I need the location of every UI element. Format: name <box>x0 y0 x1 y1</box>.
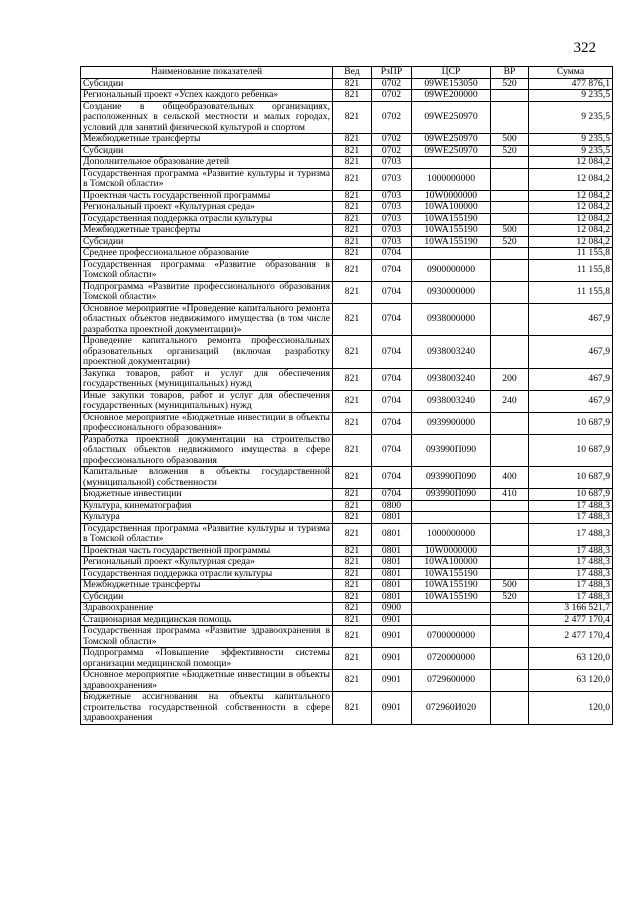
cell-rzpr: 0801 <box>372 545 412 557</box>
cell-name: Проектная часть государственной программы <box>81 190 333 202</box>
cell-csr: 09WE153050 <box>412 78 491 90</box>
cell-ved: 821 <box>333 591 372 603</box>
cell-csr: 09WE250970 <box>412 101 491 134</box>
table-header-row <box>81 67 613 79</box>
cell-rzpr: 0801 <box>372 523 412 545</box>
cell-vr <box>491 303 529 336</box>
cell-name: Среднее профессиональное образование <box>81 248 333 260</box>
cell-name: Закупка товаров, работ и услуг для обеспечения государственных (муниципальных) нужд <box>81 368 333 390</box>
cell-name: Дополнительное образование детей <box>81 157 333 169</box>
cell-vr <box>491 259 529 281</box>
cell-vr: 410 <box>491 489 529 501</box>
cell-vr <box>491 614 529 626</box>
cell-name: Государственная программа «Развитие культуры и туризма в Томской области» <box>81 168 333 190</box>
cell-ved: 821 <box>333 434 372 467</box>
cell-ved: 821 <box>333 259 372 281</box>
header-rzpr: РзПР <box>372 67 412 79</box>
cell-name: Основное мероприятие «Бюджетные инвестиции в объекты здравоохранения» <box>81 670 333 692</box>
cell-ved: 821 <box>333 603 372 615</box>
cell-name: Межбюджетные трансферты <box>81 134 333 146</box>
cell-vr <box>491 281 529 303</box>
cell-vr <box>491 626 529 648</box>
cell-rzpr: 0901 <box>372 614 412 626</box>
cell-csr: 0930000000 <box>412 281 491 303</box>
cell-name: Межбюджетные трансферты <box>81 225 333 237</box>
cell-vr: 520 <box>491 145 529 157</box>
cell-vr <box>491 336 529 369</box>
cell-sum: 477 876,1 <box>529 78 613 90</box>
table-row <box>81 557 613 569</box>
cell-vr <box>491 412 529 434</box>
cell-sum: 467,9 <box>529 336 613 369</box>
cell-ved: 821 <box>333 168 372 190</box>
cell-vr <box>491 523 529 545</box>
cell-name: Государственная поддержка отрасли культуры <box>81 213 333 225</box>
table-row <box>81 591 613 603</box>
cell-csr: 0938003240 <box>412 336 491 369</box>
cell-name: Проведение капитального ремонта профессиональных образовательных организаций (включая разработку проектной документации) <box>81 336 333 369</box>
cell-vr <box>491 90 529 102</box>
header-ved: Вед <box>333 67 372 79</box>
cell-rzpr: 0801 <box>372 512 412 524</box>
cell-rzpr: 0704 <box>372 336 412 369</box>
cell-sum: 467,9 <box>529 303 613 336</box>
cell-ved: 821 <box>333 213 372 225</box>
cell-rzpr: 0702 <box>372 101 412 134</box>
cell-vr <box>491 512 529 524</box>
cell-csr <box>412 614 491 626</box>
cell-vr <box>491 190 529 202</box>
cell-rzpr: 0801 <box>372 580 412 592</box>
table-row <box>81 626 613 648</box>
cell-ved: 821 <box>333 500 372 512</box>
table-row <box>81 248 613 260</box>
cell-ved: 821 <box>333 614 372 626</box>
cell-csr: 0938003240 <box>412 390 491 412</box>
cell-csr: 093990П090 <box>412 467 491 489</box>
cell-name: Субсидии <box>81 591 333 603</box>
cell-vr: 520 <box>491 591 529 603</box>
cell-ved: 821 <box>333 568 372 580</box>
cell-sum: 63 120,0 <box>529 648 613 670</box>
cell-name: Региональный проект «Успех каждого ребенка» <box>81 90 333 102</box>
cell-name: Межбюджетные трансферты <box>81 580 333 592</box>
cell-csr: 10WA100000 <box>412 557 491 569</box>
header-sum: Сумма <box>529 67 613 79</box>
cell-name: Создание в общеобразовательных организациях, расположенных в сельской местности и малых городах, условий для занятий физической культурой и спортом <box>81 101 333 134</box>
table-row <box>81 670 613 692</box>
cell-rzpr: 0703 <box>372 213 412 225</box>
cell-ved: 821 <box>333 336 372 369</box>
cell-vr <box>491 213 529 225</box>
cell-sum: 12 084,2 <box>529 225 613 237</box>
table-row <box>81 568 613 580</box>
cell-name: Бюджетные ассигнования на объекты капитального строительства государственной собственности в сфере здравоохранения <box>81 692 333 725</box>
header-vr: ВР <box>491 67 529 79</box>
cell-vr: 200 <box>491 368 529 390</box>
cell-rzpr: 0703 <box>372 225 412 237</box>
cell-name: Проектная часть государственной программы <box>81 545 333 557</box>
cell-sum: 2 477 170,4 <box>529 626 613 648</box>
table-row <box>81 500 613 512</box>
header-name: Наименование показателей <box>81 67 333 79</box>
cell-vr <box>491 603 529 615</box>
cell-csr: 093990П090 <box>412 434 491 467</box>
cell-name: Государственная программа «Развитие образования в Томской области» <box>81 259 333 281</box>
cell-ved: 821 <box>333 368 372 390</box>
cell-ved: 821 <box>333 626 372 648</box>
cell-rzpr: 0703 <box>372 202 412 214</box>
cell-name: Здравоохранение <box>81 603 333 615</box>
cell-name: Государственная программа «Развитие культуры и туризма в Томской области» <box>81 523 333 545</box>
cell-name: Субсидии <box>81 236 333 248</box>
cell-sum: 10 687,9 <box>529 434 613 467</box>
cell-csr: 0938000000 <box>412 303 491 336</box>
cell-sum: 17 488,3 <box>529 580 613 592</box>
cell-vr <box>491 692 529 725</box>
cell-ved: 821 <box>333 145 372 157</box>
cell-rzpr: 0704 <box>372 368 412 390</box>
cell-name: Основное мероприятие «Проведение капитального ремонта областных объектов недвижимого имущества (в том числе разработка проектной документации)» <box>81 303 333 336</box>
cell-csr: 0939900000 <box>412 412 491 434</box>
cell-vr <box>491 168 529 190</box>
cell-csr: 10WA155190 <box>412 591 491 603</box>
table-row <box>81 101 613 134</box>
cell-sum: 17 488,3 <box>529 557 613 569</box>
cell-vr <box>491 568 529 580</box>
cell-ved: 821 <box>333 190 372 202</box>
cell-csr: 10WA155190 <box>412 213 491 225</box>
table-row <box>81 202 613 214</box>
table-row <box>81 157 613 169</box>
cell-vr: 520 <box>491 78 529 90</box>
cell-sum: 467,9 <box>529 368 613 390</box>
cell-csr: 10W0000000 <box>412 545 491 557</box>
cell-sum: 17 488,3 <box>529 523 613 545</box>
cell-rzpr: 0704 <box>372 412 412 434</box>
cell-sum: 17 488,3 <box>529 500 613 512</box>
cell-sum: 2 477 170,4 <box>529 614 613 626</box>
cell-sum: 9 235,5 <box>529 101 613 134</box>
cell-ved: 821 <box>333 202 372 214</box>
cell-csr: 1000000000 <box>412 523 491 545</box>
table-row <box>81 512 613 524</box>
cell-ved: 821 <box>333 390 372 412</box>
cell-rzpr: 0800 <box>372 500 412 512</box>
cell-rzpr: 0801 <box>372 557 412 569</box>
cell-sum: 12 084,2 <box>529 190 613 202</box>
cell-vr <box>491 157 529 169</box>
cell-vr <box>491 670 529 692</box>
cell-ved: 821 <box>333 225 372 237</box>
cell-vr <box>491 101 529 134</box>
cell-rzpr: 0704 <box>372 281 412 303</box>
table-row <box>81 467 613 489</box>
cell-vr <box>491 545 529 557</box>
cell-rzpr: 0702 <box>372 90 412 102</box>
cell-ved: 821 <box>333 90 372 102</box>
cell-sum: 12 084,2 <box>529 202 613 214</box>
table-row <box>81 336 613 369</box>
cell-name: Иные закупки товаров, работ и услуг для обеспечения государственных (муниципальных) нужд <box>81 390 333 412</box>
cell-vr: 500 <box>491 580 529 592</box>
cell-vr: 500 <box>491 134 529 146</box>
cell-ved: 821 <box>333 545 372 557</box>
table-row <box>81 168 613 190</box>
cell-sum: 17 488,3 <box>529 568 613 580</box>
cell-name: Культура <box>81 512 333 524</box>
cell-csr: 093990П090 <box>412 489 491 501</box>
cell-rzpr: 0703 <box>372 190 412 202</box>
cell-vr <box>491 557 529 569</box>
cell-rzpr: 0704 <box>372 248 412 260</box>
cell-rzpr: 0704 <box>372 303 412 336</box>
cell-sum: 11 155,8 <box>529 281 613 303</box>
cell-sum: 12 084,2 <box>529 213 613 225</box>
cell-rzpr: 0901 <box>372 670 412 692</box>
cell-rzpr: 0704 <box>372 489 412 501</box>
table-row <box>81 545 613 557</box>
cell-rzpr: 0901 <box>372 626 412 648</box>
cell-csr: 09WE250970 <box>412 145 491 157</box>
cell-csr <box>412 603 491 615</box>
cell-csr: 10WA100000 <box>412 202 491 214</box>
table-row <box>81 90 613 102</box>
cell-csr: 0900000000 <box>412 259 491 281</box>
cell-sum: 467,9 <box>529 390 613 412</box>
cell-sum: 17 488,3 <box>529 545 613 557</box>
cell-csr <box>412 248 491 260</box>
cell-vr <box>491 500 529 512</box>
cell-name: Субсидии <box>81 78 333 90</box>
budget-table <box>80 66 613 725</box>
cell-rzpr: 0704 <box>372 467 412 489</box>
table-row <box>81 489 613 501</box>
cell-name: Капитальные вложения в объекты государственной (муниципальной) собственности <box>81 467 333 489</box>
cell-name: Бюджетные инвестиции <box>81 489 333 501</box>
cell-csr: 10WA155190 <box>412 236 491 248</box>
cell-csr: 0720000000 <box>412 648 491 670</box>
table-row <box>81 281 613 303</box>
table-row <box>81 614 613 626</box>
cell-vr: 520 <box>491 236 529 248</box>
table-row <box>81 145 613 157</box>
cell-sum: 11 155,8 <box>529 259 613 281</box>
table-row <box>81 648 613 670</box>
cell-name: Стационарная медицинская помощь <box>81 614 333 626</box>
cell-sum: 9 235,5 <box>529 145 613 157</box>
table-row <box>81 412 613 434</box>
cell-rzpr: 0703 <box>372 236 412 248</box>
cell-csr: 10WA155190 <box>412 568 491 580</box>
cell-ved: 821 <box>333 523 372 545</box>
cell-rzpr: 0704 <box>372 390 412 412</box>
cell-vr: 240 <box>491 390 529 412</box>
cell-name: Разработка проектной документации на строительство областных объектов недвижимого имущества в сфере профессионального образования <box>81 434 333 467</box>
table-row <box>81 580 613 592</box>
table-row <box>81 225 613 237</box>
cell-name: Подпрограмма «Развитие профессионального образования Томской области» <box>81 281 333 303</box>
cell-csr: 1000000000 <box>412 168 491 190</box>
cell-ved: 821 <box>333 489 372 501</box>
cell-vr: 500 <box>491 225 529 237</box>
table-row <box>81 603 613 615</box>
cell-rzpr: 0900 <box>372 603 412 615</box>
cell-csr: 10WA155190 <box>412 580 491 592</box>
cell-csr: 0700000000 <box>412 626 491 648</box>
cell-sum: 9 235,5 <box>529 134 613 146</box>
cell-sum: 10 687,9 <box>529 467 613 489</box>
table-row <box>81 259 613 281</box>
cell-csr: 10W0000000 <box>412 190 491 202</box>
header-csr: ЦСР <box>412 67 491 79</box>
table-row <box>81 434 613 467</box>
cell-ved: 821 <box>333 557 372 569</box>
cell-rzpr: 0702 <box>372 145 412 157</box>
cell-csr: 0938003240 <box>412 368 491 390</box>
table-row <box>81 236 613 248</box>
cell-ved: 821 <box>333 303 372 336</box>
cell-ved: 821 <box>333 580 372 592</box>
cell-csr: 072960И020 <box>412 692 491 725</box>
table-row <box>81 390 613 412</box>
cell-sum: 10 687,9 <box>529 412 613 434</box>
cell-sum: 120,0 <box>529 692 613 725</box>
cell-ved: 821 <box>333 412 372 434</box>
cell-rzpr: 0801 <box>372 591 412 603</box>
cell-csr: 09WE250970 <box>412 134 491 146</box>
cell-ved: 821 <box>333 670 372 692</box>
page-number: 322 <box>573 40 596 56</box>
cell-ved: 821 <box>333 236 372 248</box>
cell-ved: 821 <box>333 134 372 146</box>
cell-ved: 821 <box>333 692 372 725</box>
cell-sum: 10 687,9 <box>529 489 613 501</box>
cell-sum: 12 084,2 <box>529 168 613 190</box>
table-row <box>81 303 613 336</box>
cell-rzpr: 0901 <box>372 648 412 670</box>
cell-rzpr: 0704 <box>372 259 412 281</box>
cell-name: Региональный проект «Культурная среда» <box>81 202 333 214</box>
cell-ved: 821 <box>333 78 372 90</box>
cell-vr <box>491 248 529 260</box>
cell-sum: 63 120,0 <box>529 670 613 692</box>
table-row <box>81 692 613 725</box>
cell-ved: 821 <box>333 467 372 489</box>
cell-rzpr: 0704 <box>372 434 412 467</box>
cell-rzpr: 0703 <box>372 168 412 190</box>
table-row <box>81 213 613 225</box>
cell-csr: 0729600000 <box>412 670 491 692</box>
cell-csr <box>412 500 491 512</box>
cell-csr: 09WE200000 <box>412 90 491 102</box>
table-row <box>81 368 613 390</box>
cell-sum: 12 084,2 <box>529 157 613 169</box>
table-row <box>81 523 613 545</box>
cell-rzpr: 0901 <box>372 692 412 725</box>
cell-rzpr: 0801 <box>372 568 412 580</box>
cell-rzpr: 0702 <box>372 78 412 90</box>
cell-ved: 821 <box>333 648 372 670</box>
cell-ved: 821 <box>333 101 372 134</box>
cell-name: Подпрограмма «Повышение эффективности системы организации медицинской помощи» <box>81 648 333 670</box>
table-row <box>81 190 613 202</box>
cell-sum: 12 084,2 <box>529 236 613 248</box>
cell-ved: 821 <box>333 281 372 303</box>
cell-sum: 9 235,5 <box>529 90 613 102</box>
cell-rzpr: 0702 <box>372 134 412 146</box>
cell-rzpr: 0703 <box>372 157 412 169</box>
cell-vr <box>491 434 529 467</box>
cell-vr: 400 <box>491 467 529 489</box>
cell-sum: 11 155,8 <box>529 248 613 260</box>
cell-ved: 821 <box>333 248 372 260</box>
cell-vr <box>491 202 529 214</box>
table-row <box>81 78 613 90</box>
cell-name: Государственная поддержка отрасли культуры <box>81 568 333 580</box>
cell-csr: 10WA155190 <box>412 225 491 237</box>
cell-name: Региональный проект «Культурная среда» <box>81 557 333 569</box>
table-row <box>81 134 613 146</box>
cell-sum: 3 166 521,7 <box>529 603 613 615</box>
cell-ved: 821 <box>333 512 372 524</box>
cell-name: Субсидии <box>81 145 333 157</box>
cell-ved: 821 <box>333 157 372 169</box>
cell-csr <box>412 512 491 524</box>
cell-name: Государственная программа «Развитие здравоохранения в Томской области» <box>81 626 333 648</box>
cell-name: Основное мероприятие «Бюджетные инвестиции в объекты профессионального образования» <box>81 412 333 434</box>
cell-sum: 17 488,3 <box>529 512 613 524</box>
cell-sum: 17 488,3 <box>529 591 613 603</box>
cell-vr <box>491 648 529 670</box>
cell-name: Культура, кинематография <box>81 500 333 512</box>
cell-csr <box>412 157 491 169</box>
